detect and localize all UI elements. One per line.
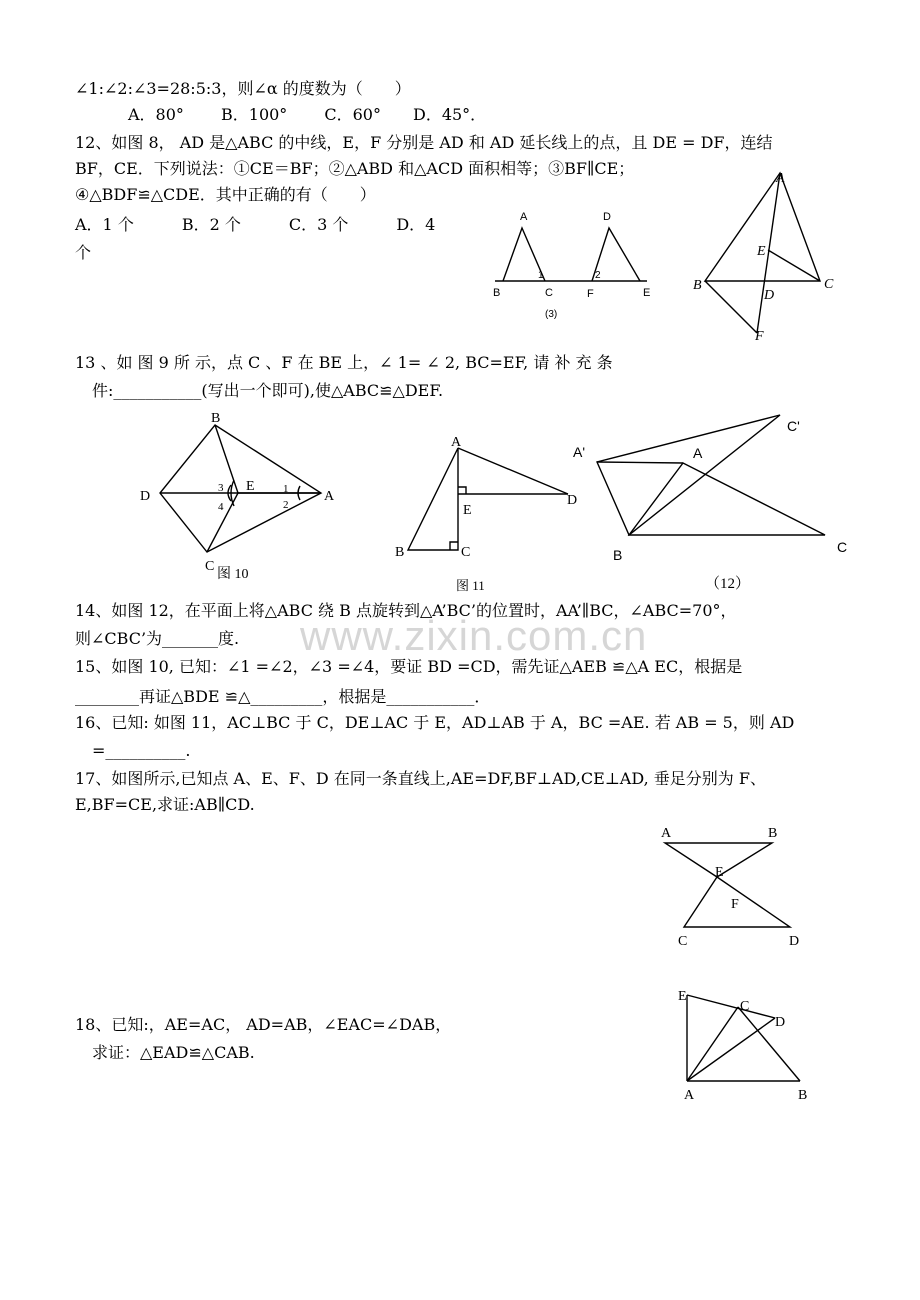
q13-stem-line2: 件:___________(写出一个即可),使△ABC≌△DEF.	[92, 381, 444, 400]
fig3-label-b: B	[493, 287, 501, 299]
q15-stem-line1: 15、如图 10, 已知：∠1 =∠2，∠3 =∠4，要证 BD =CD，需先证△AEB ≌△A EC，根据是	[75, 657, 743, 676]
fig3-label-e: E	[643, 287, 651, 299]
q14-stem-line2: 则∠CBC’为_______度.	[75, 629, 240, 648]
q11-options: A．80° B．100° C．60° D．45°．	[128, 105, 487, 124]
fig11-label-e: E	[463, 503, 472, 518]
fig10-angle-2: 2	[283, 499, 289, 511]
q18-stem-line2: 求证：△EAD≌△CAB.	[92, 1043, 255, 1062]
fig11-caption: 图 11	[456, 578, 485, 593]
fig12-label-c: C	[837, 539, 848, 555]
q12-stem-line3: ④△BDF≌△CDE．其中正确的有（ ）	[75, 185, 376, 204]
q18-stem-line1: 18、已知:，AE=AC， AD=AB，∠EAC=∠DAB，	[75, 1015, 452, 1034]
fig18-label-c: C	[740, 999, 750, 1014]
fig8-label-f: F	[755, 329, 764, 344]
q17-stem-line1: 17、如图所示,已知点 A、E、F、D 在同一条直线上,AE=DF,BF⊥AD,CE⊥AD, 垂足分别为 F、	[75, 769, 766, 788]
q12-options-tail: 个	[75, 243, 92, 262]
q12-stem-line1: 12、如图 8， AD 是△ABC 的中线，E，F 分别是 AD 和 AD 延长线上的点，且 DE = DF，连结	[75, 133, 773, 152]
q11-stem-tail: ∠1:∠2:∠3=28:5:3，则∠α 的度数为（ ）	[75, 79, 411, 98]
fig10-angle-3: 3	[218, 482, 224, 494]
fig17-label-b: B	[768, 826, 778, 841]
fig18-label-e: E	[678, 989, 687, 1004]
figure-3	[485, 200, 665, 330]
fig17-label-c: C	[678, 934, 688, 949]
q17-stem-line2: E,BF=CE,求证:AB∥CD.	[75, 795, 255, 814]
fig3-label-a: A	[520, 211, 528, 223]
figure-18	[670, 985, 830, 1110]
fig8-label-b: B	[693, 278, 702, 293]
q12-stem-line2: BF，CE．下列说法：①CE＝BF；②△ABD 和△ACD 面积相等；③BF∥CE；	[75, 159, 635, 178]
fig3-angle-1: 1	[538, 270, 544, 281]
fig12-label-b: B	[613, 547, 623, 563]
q16-stem-line2: =__________.	[92, 741, 191, 760]
q16-stem-line1: 16、已知: 如图 11，AC⊥BC 于 C，DE⊥AC 于 E，AD⊥AB 于 A，BC =AE. 若 AB = 5，则 AD	[75, 713, 795, 732]
fig10-angle-1: 1	[283, 483, 289, 495]
q13-stem-line1: 13 、如 图 9 所 示，点 C 、F 在 BE 上，∠ 1= ∠ 2, BC=EF, 请 补 充 条	[75, 353, 613, 372]
fig12-caption: （12）	[705, 576, 751, 592]
fig8-label-a: A	[776, 171, 785, 186]
figure-8	[685, 168, 845, 348]
watermark: www.zixin.com.cn	[300, 612, 648, 659]
fig10-label-d: D	[140, 489, 151, 504]
figure-12	[565, 410, 855, 595]
fig8-label-e: E	[757, 244, 766, 259]
fig11-label-c: C	[461, 545, 471, 560]
fig18-label-b: B	[798, 1088, 808, 1103]
fig12-label-a: A	[693, 445, 703, 461]
fig17-label-d: D	[789, 934, 800, 949]
figure-17	[650, 815, 820, 955]
fig17-label-f: F	[731, 897, 739, 912]
fig11-label-b: B	[395, 545, 405, 560]
fig10-label-c: C	[205, 559, 215, 574]
fig8-label-c: C	[824, 277, 834, 292]
q12-options: A．1 个 B．2 个 C．3 个 D．4	[75, 215, 436, 234]
fig8-label-d: D	[764, 288, 775, 303]
fig10-label-b: B	[211, 411, 221, 426]
fig3-angle-2: 2	[595, 270, 601, 281]
fig3-label-c: C	[545, 287, 553, 299]
fig10-angle-4: 4	[218, 501, 224, 513]
fig18-label-a: A	[684, 1088, 695, 1103]
q14-stem-line1: 14、如图 12，在平面上将△ABC 绕 B 点旋转到△A’BC’的位置时，AA’∥BC，∠ABC=70°，	[75, 601, 737, 620]
fig17-label-a: A	[661, 826, 672, 841]
fig17-label-e: E	[715, 865, 724, 880]
q15-stem-line2: ________再证△BDE ≌△_________，根据是___________．	[75, 687, 491, 706]
fig18-label-d: D	[775, 1015, 786, 1030]
fig12-label-a-prime: A'	[573, 444, 586, 460]
fig11-label-a: A	[451, 435, 462, 450]
fig3-caption: (3)	[545, 309, 558, 320]
figure-10	[135, 410, 345, 585]
fig11-label-d: D	[567, 493, 578, 508]
fig3-label-f: F	[587, 288, 594, 300]
fig10-caption: 图 10	[217, 567, 249, 582]
fig12-label-c-prime: C'	[787, 418, 800, 434]
fig10-label-e: E	[246, 479, 255, 494]
fig3-label-d: D	[603, 211, 611, 223]
fig10-label-a: A	[324, 489, 335, 504]
figure-11	[390, 430, 590, 595]
